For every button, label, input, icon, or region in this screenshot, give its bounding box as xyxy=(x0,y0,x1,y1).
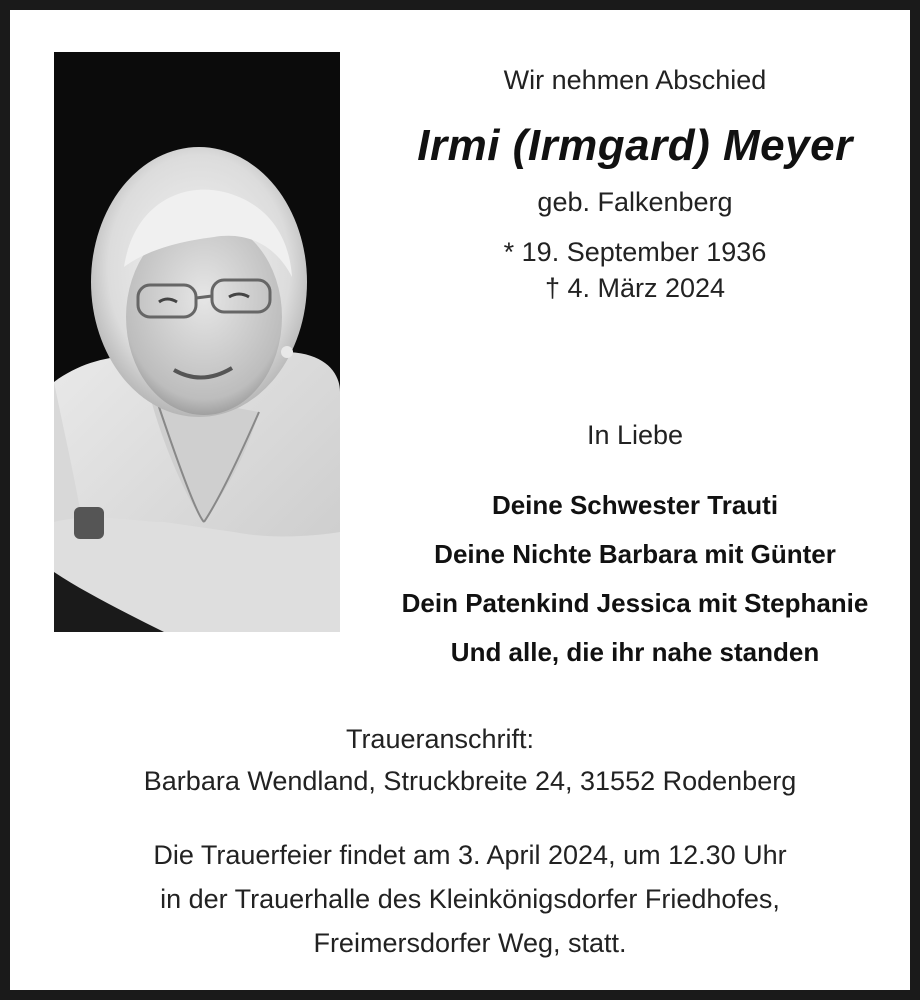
mourner-line: Dein Patenkind Jessica mit Stephanie xyxy=(401,588,869,618)
mourner-line: Und alle, die ihr nahe standen xyxy=(450,637,820,667)
mourners-block xyxy=(350,415,920,677)
portrait-image xyxy=(54,52,340,632)
funeral-ceremony xyxy=(10,833,920,965)
birth-date: * 19. September 1936 xyxy=(503,237,767,267)
mourner-line: Deine Schwester Trauti xyxy=(491,490,779,520)
portrait-photo xyxy=(54,52,340,632)
deceased-name: Irmi (Irmgard) Meyer xyxy=(417,121,853,170)
ceremony-line: Freimersdorfer Weg, statt. xyxy=(313,928,627,958)
mourner-line: Deine Nichte Barbara mit Günter xyxy=(434,539,836,569)
farewell-intro: Wir nehmen Abschied xyxy=(503,65,767,95)
mourners-intro: In Liebe xyxy=(586,420,684,450)
death-date: † 4. März 2024 xyxy=(544,273,726,303)
address-line: Barbara Wendland, Struckbreite 24, 31552 Rodenberg xyxy=(143,766,797,796)
address-label: Traueranschrift: xyxy=(345,724,535,754)
ceremony-line: Die Trauerfeier findet am 3. April 2024, um 12.30 Uhr xyxy=(153,840,787,870)
mourning-address xyxy=(10,718,920,802)
ceremony-line: in der Trauerhalle des Kleinkönigsdorfer Friedhofes, xyxy=(160,884,780,914)
maiden-name: geb. Falkenberg xyxy=(537,187,733,217)
obituary-header xyxy=(350,62,920,306)
